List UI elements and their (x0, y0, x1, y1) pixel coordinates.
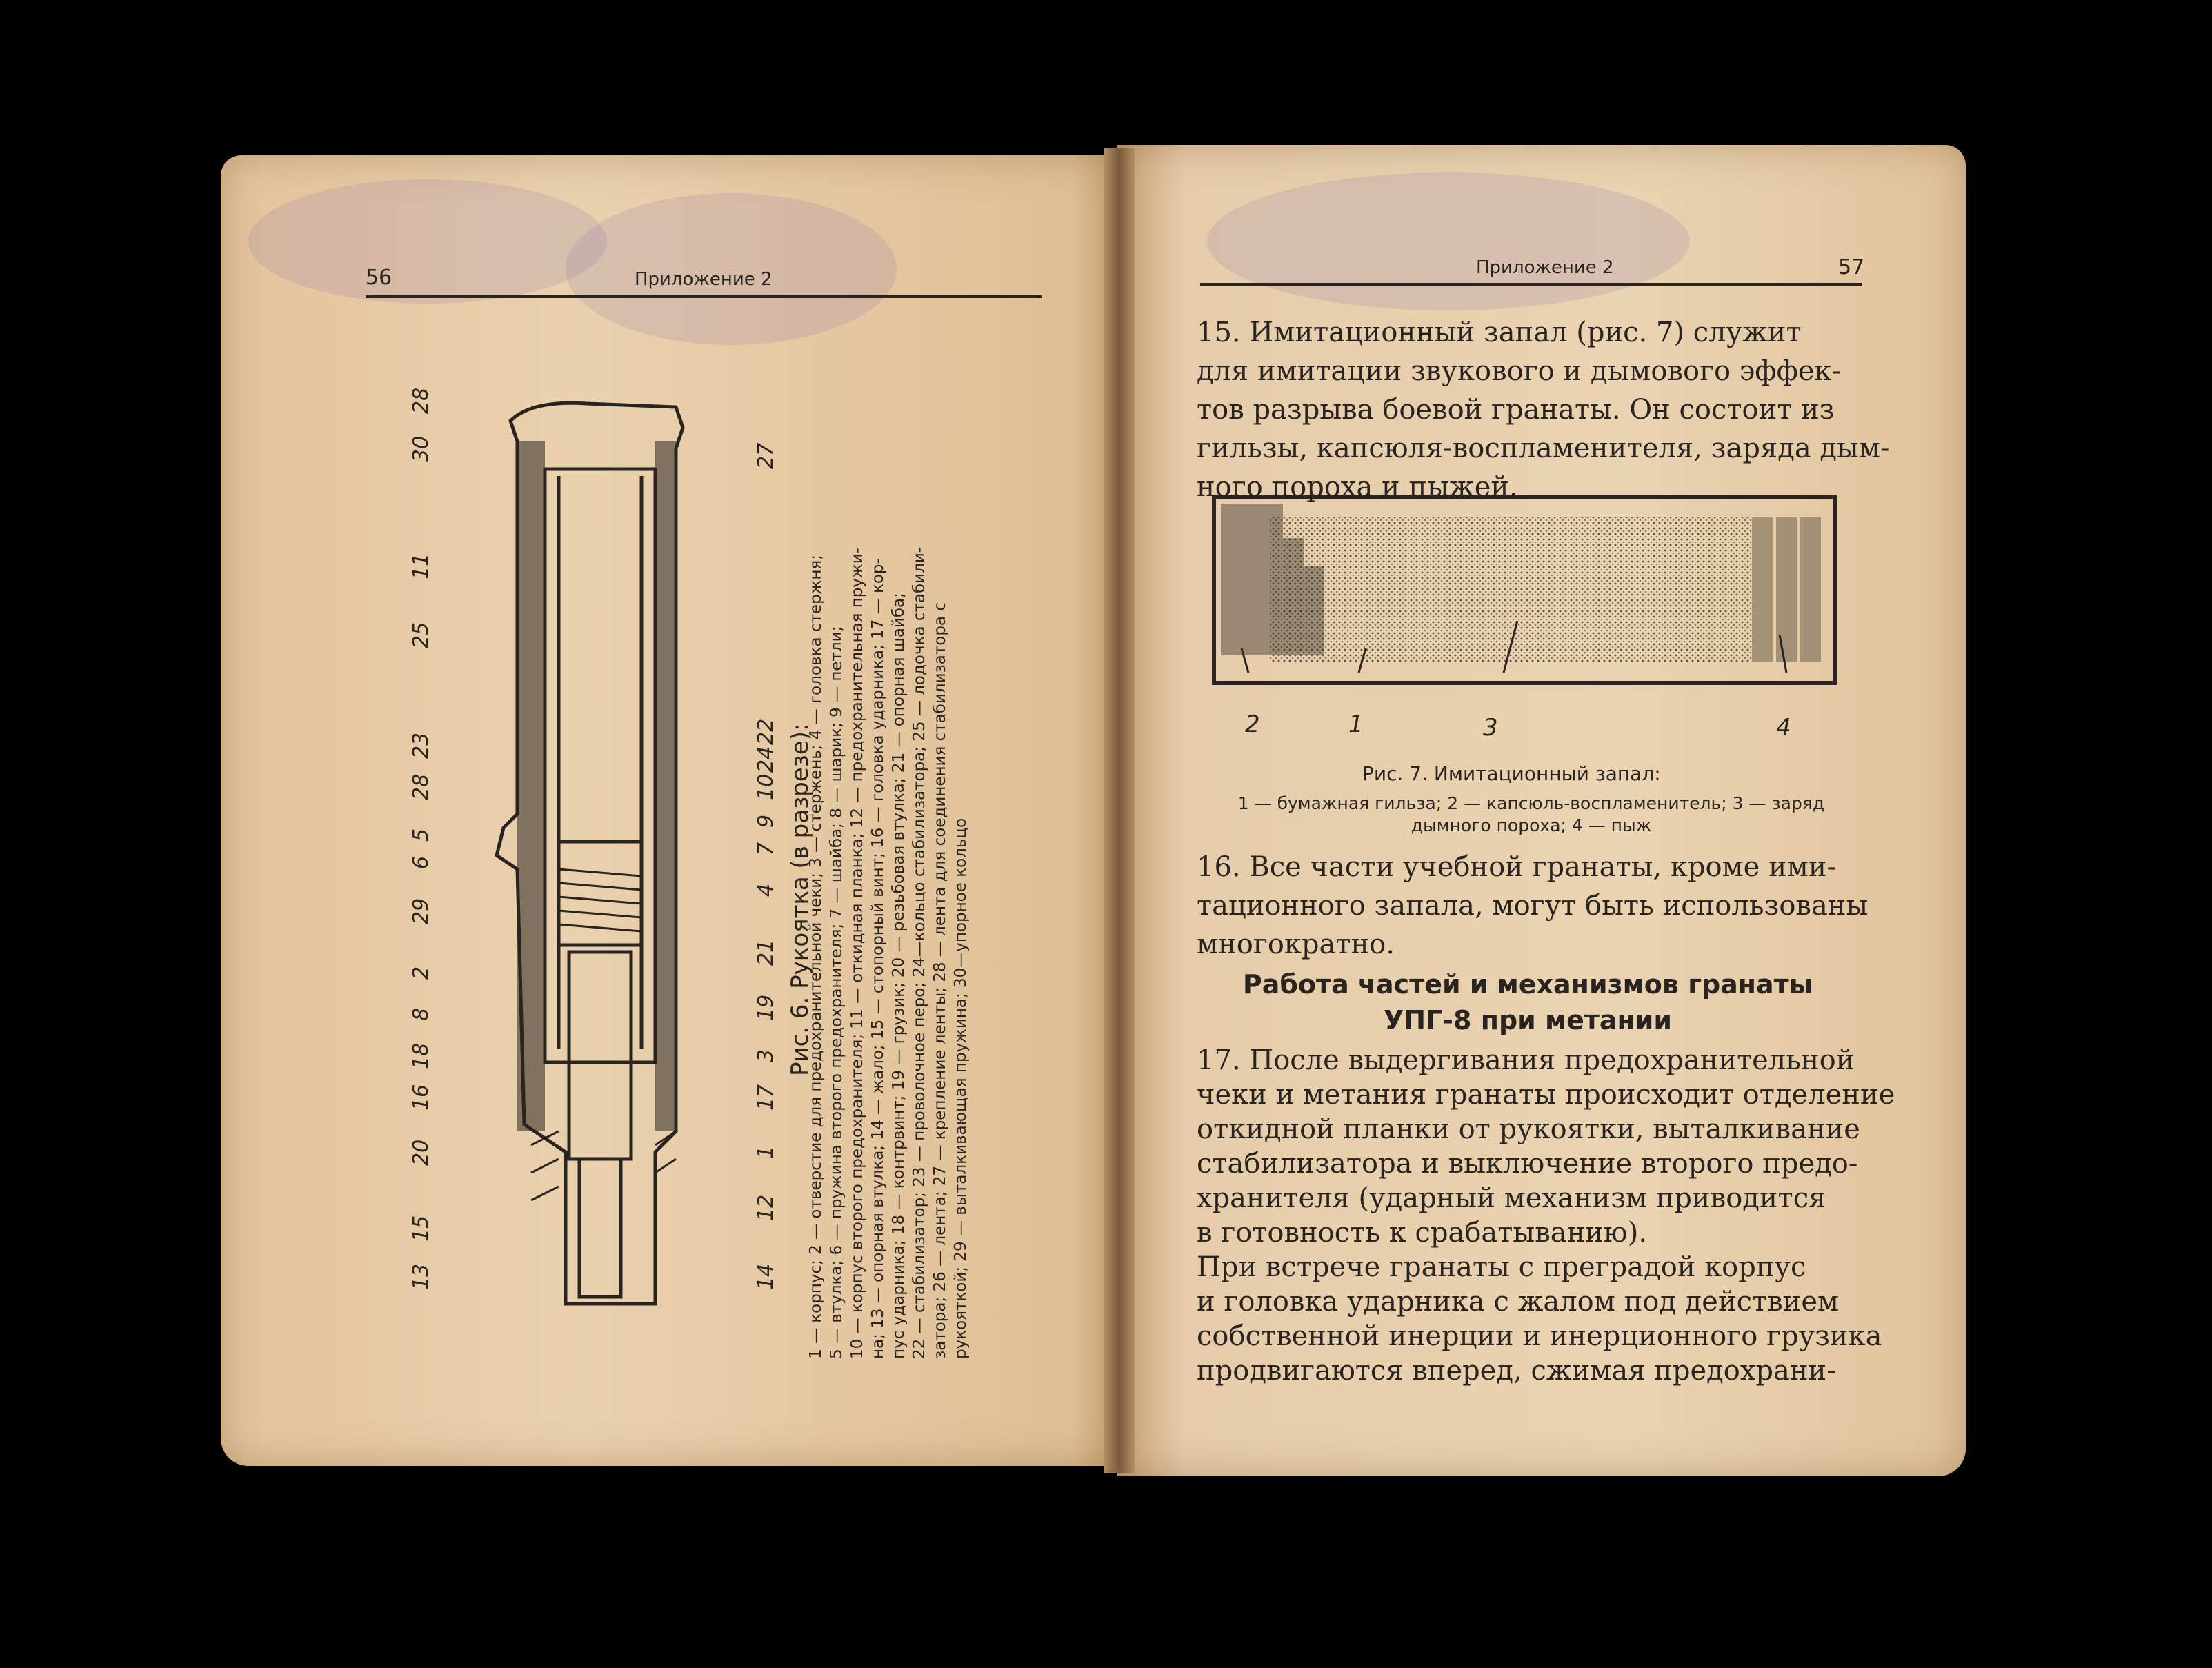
fig6-callout: 28 (409, 773, 433, 800)
text-line: 16. Все части учебной гранаты, кроме ими- (1197, 851, 1837, 883)
fig6-callout: 10 (754, 773, 778, 800)
left-header-rule (366, 295, 1042, 298)
fig6-callout: 17 (754, 1084, 778, 1111)
legend-line: 5 — втулка; 6 — пружина второго предохранителя; 7 — шайба; 8 — шарик; 9 — петли; (828, 626, 846, 1359)
text-line: продвигаются вперед, сжимая предохрани- (1197, 1355, 1836, 1387)
fig6-callout: 19 (754, 994, 778, 1021)
text-line: ного пороха и пыжей. (1197, 471, 1518, 503)
fig6-callout: 28 (409, 387, 433, 414)
fig6-callout: 4 (754, 883, 778, 897)
text-line: тационного запала, могут быть использованы (1197, 890, 1869, 922)
legend-line: рукояткой; 29 — выталкивающая пружина; 30—упорное кольцо (952, 817, 970, 1359)
fig6-callout: 15 (409, 1215, 433, 1242)
fig6-callout: 1 (754, 1145, 778, 1159)
legend-line: 1 — корпус; 2 — отверстие для предохранительной чеки; 3 — стержень; 4 — головка стержня; (807, 554, 825, 1359)
right-page-number: 57 (1838, 255, 1865, 279)
legend-line: пус ударника; 18 — контрвинт; 19 — грузик; 20 — резьбовая втулка; 21 — опорная шайба; (890, 593, 908, 1359)
text-line: При встрече гранаты с преградой корпус (1197, 1251, 1806, 1283)
text-line: тов разрыва боевой гранаты. Он состоит из (1197, 394, 1835, 426)
fig6-callout: 20 (409, 1139, 433, 1166)
fig6-callout: 21 (754, 939, 778, 966)
heading-line: Работа частей и механизмов гранаты (1242, 969, 1813, 1000)
right-header-rule (1200, 283, 1862, 286)
text-line: дымного пороха; 4 — пыж (1411, 815, 1652, 835)
text-line: откидной планки от рукоятки, выталкивание (1197, 1113, 1860, 1145)
fig6-callout: 22 (754, 718, 778, 745)
text-line: хранителя (ударный механизм приводится (1197, 1182, 1826, 1214)
fig7-callout-2: 2 (1245, 711, 1260, 738)
text-line: гильзы, капсюля-воспламенителя, заряда дым- (1197, 433, 1890, 464)
text-line: для имитации звукового и дымового эффек- (1197, 355, 1842, 387)
text-line: и головка ударника с жалом под действием (1197, 1286, 1840, 1318)
legend-line: 10 — корпус второго предохранителя; 11 — откидная планка; 12 — предохранительная пружи- (848, 548, 866, 1359)
fig6-callout: 14 (754, 1263, 778, 1290)
fig6-callout: 13 (409, 1263, 433, 1290)
fig6-callout: 7 (754, 842, 778, 855)
fig6-callout: 3 (754, 1049, 778, 1062)
text-line: чеки и метания гранаты происходит отделение (1197, 1079, 1895, 1111)
legend-line: затора; 26 — лента; 27 — крепление ленты; 28 — лента для соединения стабилизатора с (931, 602, 949, 1359)
legend-line: 22 — стабилизатор; 23 — проволочное перо; 24—кольцо стабилизатора; 25 — лодочка стабили- (910, 546, 928, 1359)
text-line: многократно. (1197, 929, 1395, 960)
legend-line: на; 13 — опорная втулка; 14 — жало; 15 — стопорный винт; 16 — головка ударника; 17 — кор- (869, 558, 887, 1359)
fig6-callout: 5 (409, 828, 433, 842)
stain (1207, 172, 1690, 310)
figure-6-title: Рис. 6. Рукоятка (в разрезе): (786, 723, 814, 1076)
figure-7-title: Рис. 7. Имитационный запал: (1362, 762, 1661, 785)
figure-6-callouts (409, 386, 800, 1338)
text-line: 17. После выдергивания предохранительной (1197, 1044, 1855, 1076)
fig6-callout: 11 (409, 553, 433, 579)
fig6-callout: 29 (409, 897, 433, 924)
right-running-head: Приложение 2 (1476, 257, 1614, 278)
fig6-callout: 24 (754, 746, 778, 773)
fig6-callout: 2 (409, 966, 433, 980)
fig6-callout: 25 (409, 622, 433, 648)
fig6-callout: 30 (409, 435, 433, 462)
stain (248, 179, 607, 304)
fig6-callout: 23 (409, 732, 433, 759)
fig6-callout: 8 (409, 1007, 433, 1021)
fig7-callout-4: 4 (1776, 714, 1791, 742)
fig6-callout: 6 (409, 855, 433, 869)
fig6-callout: 27 (754, 442, 778, 469)
text-line: в готовность к срабатыванию). (1197, 1217, 1648, 1249)
fig6-callout: 18 (409, 1042, 433, 1069)
figure-7-imitation-fuse (1200, 483, 1862, 704)
fig7-callout-3: 3 (1483, 714, 1498, 742)
text-line: 15. Имитационный запал (рис. 7) служит (1197, 317, 1802, 348)
text-line: стабилизатора и выключение второго предо- (1197, 1148, 1858, 1180)
fig6-callout: 16 (409, 1084, 433, 1111)
book-gutter (1104, 148, 1135, 1473)
text-line: собственной инерции и инерционного грузика (1197, 1320, 1882, 1352)
heading-line: УПГ-8 при метании (1383, 1005, 1673, 1035)
left-running-head: Приложение 2 (635, 269, 773, 290)
text-line: 1 — бумажная гильза; 2 — капсюль-воспламенитель; 3 — заряд (1237, 793, 1825, 813)
fig6-callout: 9 (754, 814, 778, 828)
fig7-callout-1: 1 (1348, 711, 1364, 738)
left-page-number: 56 (366, 266, 392, 290)
fig6-callout: 12 (754, 1194, 778, 1221)
